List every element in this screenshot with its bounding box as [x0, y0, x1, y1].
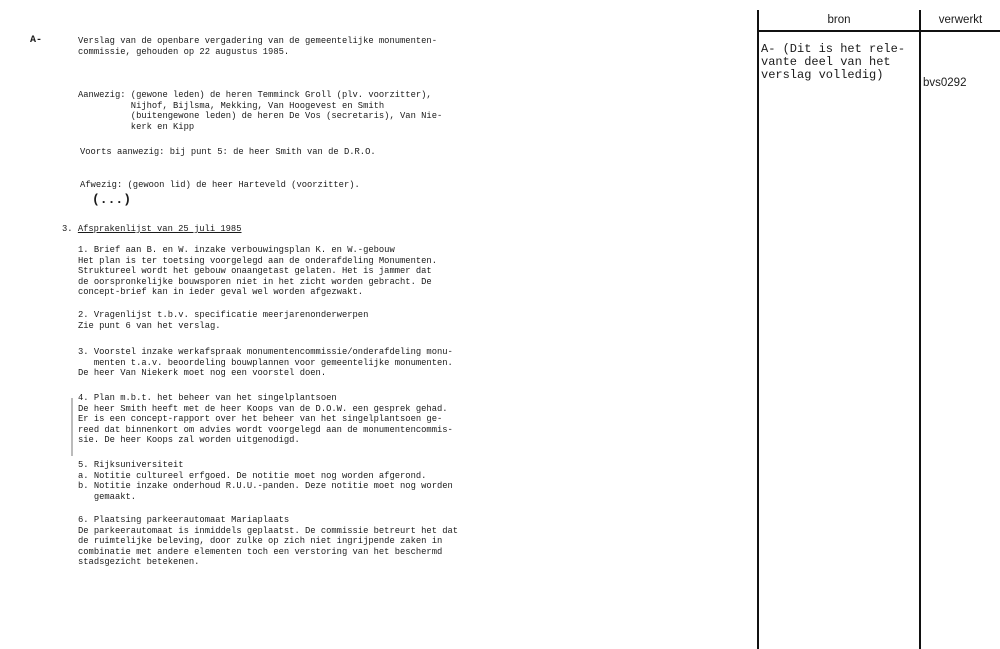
- agenda-item-5: 5. Rijksuniversiteit a. Notitie cultureel erfgoed. De notitie moet nog worden afgerond. b. Notitie inzake onderhoud R.U.U.-panden. Deze notitie moet nog worden gemaakt.: [78, 460, 453, 502]
- column-header-bron: bron: [827, 14, 851, 26]
- source-marker: A-: [30, 35, 43, 46]
- column-header-verwerkt: verwerkt: [938, 14, 983, 26]
- report-title: Verslag van de openbare vergadering van de gemeentelijke monumenten- commissie, gehouden op 22 augustus 1985.: [78, 36, 437, 57]
- also-present: Voorts aanwezig: bij punt 5: de heer Smith van de D.R.O.: [80, 147, 376, 157]
- agenda-item-6: 6. Plaatsing parkeerautomaat Mariaplaats De parkeerautomaat is inmiddels geplaatst. De commissie betreurt het dat de ruimtelijke beleving, door zulke op zich niet ingrijpende zaken in combinatie met andere elementen toch een verstoring van het beschermd stadsgezicht betekenen.: [78, 515, 459, 568]
- absent: Afwezig: (gewoon lid) de heer Harteveld (voorzitter).: [80, 180, 360, 190]
- attendees-present: Aanwezig: (gewone leden) de heren Temminck Groll (plv. voorzitter), Nijhof, Bijlsma, Mekking, Van Hoogevest en Smith (buitengewone leden) de heren De Vos (secretaris), Van Nie- kerk en Kipp: [78, 90, 443, 132]
- agenda-item-1: 1. Brief aan B. en W. inzake verbouwingsplan K. en W.-gebouw Het plan is ter toetsing voorgelegd aan de onderafdeling Monumenten. Struktureel wordt het gebouw onaangetast gelaten. Het is jammer dat de oorspronkelijke bouwsporen niet in het zicht worden gebracht. De concept-brief kan in ieder geval wel worden afgezwakt.: [78, 245, 437, 298]
- table-header-rule: [758, 30, 1000, 32]
- table-left-border: [757, 10, 759, 649]
- ellipsis: (...): [92, 192, 132, 207]
- table-column-divider: [919, 10, 921, 649]
- margin-mark: [71, 398, 73, 456]
- verwerkt-cell: bvs0292: [923, 77, 967, 89]
- agenda-item-2: 2. Vragenlijst t.b.v. specificatie meerjarenonderwerpen Zie punt 6 van het verslag.: [78, 310, 369, 331]
- section-heading: 3. Afsprakenlijst van 25 juli 1985: [62, 224, 242, 234]
- agenda-item-4: 4. Plan m.b.t. het beheer van het singelplantsoen De heer Smith heeft met de heer Koops van de D.O.W. een gesprek gehad. Er is een concept-rapport over het beheer van het singelplantsoen ge- reed dat binnenkort om advies wordt voorgelegd aan de monumentencommis- sie. De heer Koops zal worden uitgenodigd.: [78, 393, 453, 446]
- bron-cell: A- (Dit is het rele- vante deel van het verslag volledig): [761, 42, 906, 82]
- agenda-item-3: 3. Voorstel inzake werkafspraak monumentencommissie/onderafdeling monu- menten t.a.v. beoordeling bouwplannen voor gemeentelijke monumenten. De heer Van Niekerk moet nog een voorstel doen.: [78, 347, 453, 379]
